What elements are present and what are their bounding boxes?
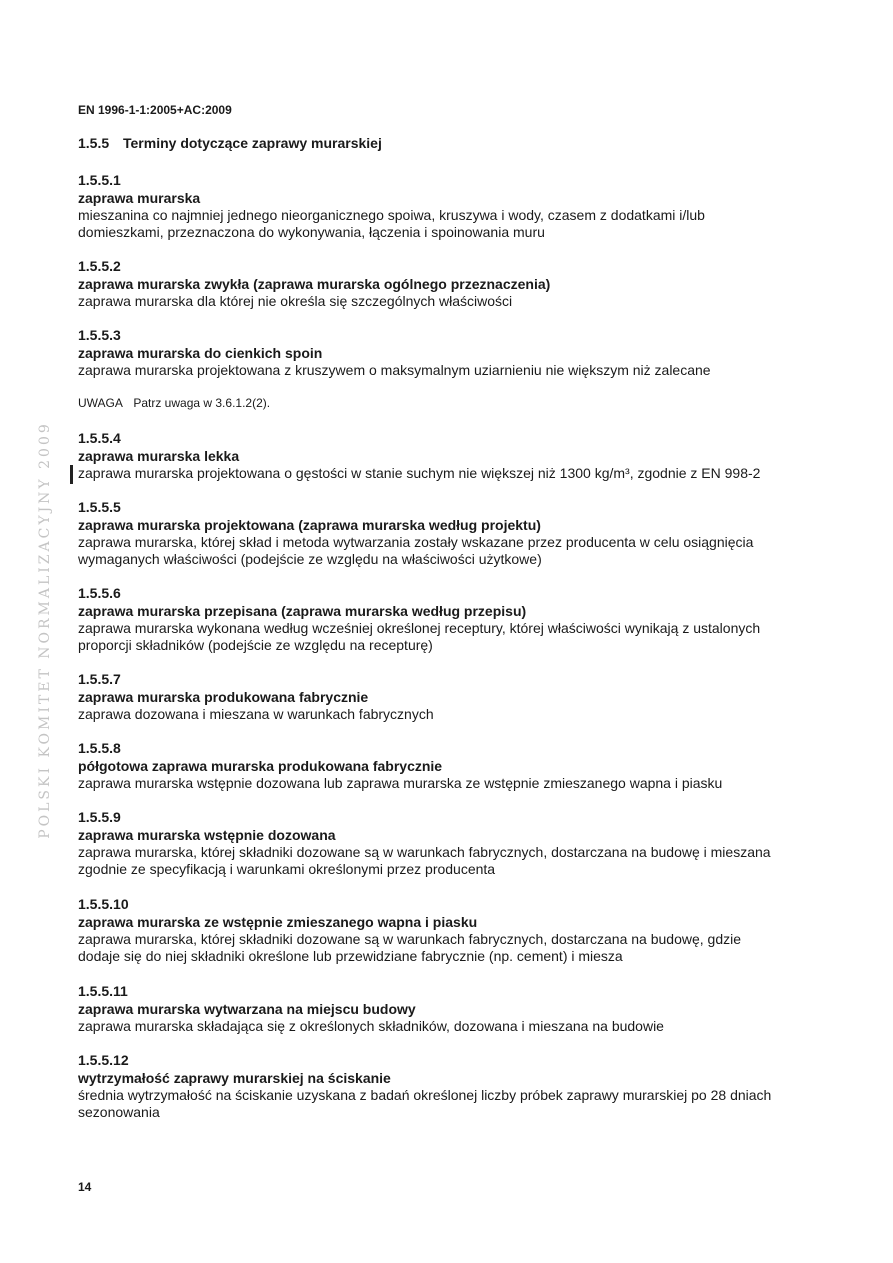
entry-definition: zaprawa murarska, której składniki dozowane są w warunkach fabrycznych, dostarczana na budowę, gdzie dodaje się do niej składniki określone lub przewidziane fabrycznie (np. cement) i miesza [78, 931, 742, 964]
definition-entry [78, 499, 780, 568]
entry-number: 1.5.5.11 [78, 983, 128, 999]
entry-number: 1.5.5.9 [78, 809, 121, 825]
entry-term: zaprawa murarska wytwarzana na miejscu budowy [78, 1001, 416, 1017]
entry-number: 1.5.5.5 [78, 499, 121, 515]
entry-definition: zaprawa murarska projektowana o gęstości w stanie suchym nie większej niż 1300 kg/m³, zgodnie z EN 998-2 [78, 465, 761, 481]
definition-entry [78, 258, 780, 310]
entry-definition: mieszanina co najmniej jednego nieorganicznego spoiwa, kruszywa i wody, czasem z dodatkami i/lub domieszkami, przeznaczona do wykonywania, łączenia i spoinowania muru [78, 207, 705, 240]
section-heading [78, 135, 382, 151]
definition-entry [78, 896, 780, 965]
entry-definition: zaprawa murarska, której składniki dozowane są w warunkach fabrycznych, dostarczana na budowę i mieszana zgodnie ze specyfikacją i warunkami określonymi przez producenta [78, 844, 771, 877]
entry-definition: zaprawa dozowana i mieszana w warunkach fabrycznych [78, 706, 434, 722]
entry-definition: średnia wytrzymałość na ściskanie uzyskana z badań określonej liczby próbek zaprawy murarskiej po 28 dniach sezonowania [78, 1087, 772, 1120]
entry-term: zaprawa murarska przepisana (zaprawa murarska według przepisu) [78, 603, 527, 619]
entry-definition: zaprawa murarska projektowana z kruszywem o maksymalnym uziarnieniu nie większym niż zalecane [78, 362, 711, 378]
entry-term: zaprawa murarska zwykła (zaprawa murarska ogólnego przeznaczenia) [78, 276, 551, 292]
entry-term: wytrzymałość zaprawy murarskiej na ściskanie [78, 1070, 391, 1086]
entry-term: zaprawa murarska wstępnie dozowana [78, 827, 336, 843]
definition-entry [78, 671, 780, 723]
definition-entry [78, 172, 780, 241]
entry-number: 1.5.5.1 [78, 172, 121, 188]
entry-term: zaprawa murarska lekka [78, 448, 240, 464]
page-number: 14 [78, 1180, 92, 1194]
document-header: EN 1996-1-1:2005+AC:2009 [78, 103, 232, 117]
note-label: UWAGA [78, 396, 123, 410]
entry-definition: zaprawa murarska składająca się z określonych składników, dozowana i mieszana na budowie [78, 1018, 664, 1034]
watermark: POLSKI KOMITET NORMALIZACYJNY 2009 [37, 421, 53, 839]
entry-term: zaprawa murarska do cienkich spoin [78, 345, 323, 361]
definition-entry [78, 430, 780, 482]
section-number: 1.5.5 [78, 135, 110, 151]
entry-number: 1.5.5.2 [78, 258, 121, 274]
entry-term: zaprawa murarska projektowana (zaprawa murarska według projektu) [78, 517, 541, 533]
entry-number: 1.5.5.4 [78, 430, 121, 446]
note [78, 396, 270, 410]
note-text: Patrz uwaga w 3.6.1.2(2). [133, 396, 271, 410]
definition-entry [78, 585, 780, 654]
definition-entry [78, 740, 780, 792]
entry-number: 1.5.5.7 [78, 671, 121, 687]
entry-definition: zaprawa murarska wstępnie dozowana lub zaprawa murarska ze wstępnie zmieszanego wapna i piasku [78, 775, 723, 791]
definition-entry [78, 983, 780, 1035]
entry-definition: zaprawa murarska dla której nie określa się szczególnych właściwości [78, 293, 513, 309]
entry-number: 1.5.5.12 [78, 1052, 129, 1068]
definition-entry [78, 327, 780, 379]
entry-definition: zaprawa murarska, której skład i metoda wytwarzania zostały wskazane przez producenta w celu osiągnięcia wymaganych właściwości (podejście ze względu na właściwości użytkowe) [78, 534, 754, 567]
change-bar [70, 465, 73, 484]
definition-entry [78, 1052, 780, 1121]
entry-number: 1.5.5.10 [78, 896, 129, 912]
entry-term: półgotowa zaprawa murarska produkowana fabrycznie [78, 758, 443, 774]
section-title: Terminy dotyczące zaprawy murarskiej [123, 135, 382, 151]
entry-number: 1.5.5.6 [78, 585, 121, 601]
entry-number: 1.5.5.3 [78, 327, 121, 343]
entry-number: 1.5.5.8 [78, 740, 121, 756]
entry-term: zaprawa murarska [78, 190, 201, 206]
entry-definition: zaprawa murarska wykonana według wcześniej określonej receptury, której właściwości wynikają z ustalonych proporcji składników (podejście ze względu na recepturę) [78, 620, 761, 653]
entry-term: zaprawa murarska produkowana fabrycznie [78, 689, 369, 705]
definition-entry [78, 809, 780, 878]
entry-term: zaprawa murarska ze wstępnie zmieszanego wapna i piasku [78, 914, 478, 930]
